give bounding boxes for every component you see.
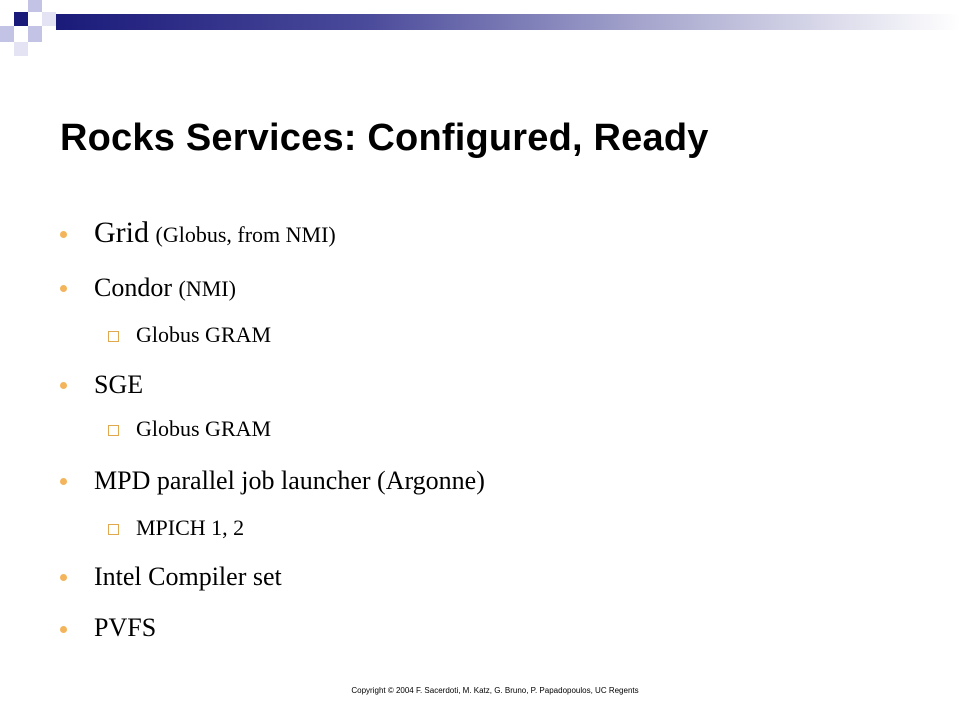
decor-square-lilac-3 bbox=[28, 26, 42, 42]
sub-bullet-globus-gram: Globus GRAM bbox=[136, 322, 272, 347]
sub-bullet-box bbox=[108, 524, 119, 535]
bullet-dot bbox=[60, 231, 67, 238]
bullet-dot bbox=[60, 382, 67, 389]
bullet-main-text: Grid bbox=[94, 216, 149, 249]
bullet-main-text: MPD parallel job launcher (Argonne) bbox=[94, 466, 485, 495]
bullet-item-pvfs bbox=[94, 613, 156, 643]
decor-square-light-2 bbox=[14, 42, 28, 56]
bullet-item-mpd bbox=[94, 466, 485, 496]
decor-square-lilac-2 bbox=[0, 26, 14, 42]
bullet-item-sge bbox=[94, 370, 143, 400]
footer-copyright: Copyright © 2004 F. Sacerdoti, M. Katz, G. Bruno, P. Papadopoulos, UC Regents bbox=[351, 686, 639, 695]
bullet-main-text: Condor bbox=[94, 273, 172, 302]
bullet-dot bbox=[60, 574, 67, 581]
bullet-item-intel-compiler bbox=[94, 562, 282, 592]
sub-bullet-box bbox=[108, 331, 119, 342]
bullet-dot bbox=[60, 478, 67, 485]
bullet-item-condor bbox=[94, 273, 236, 304]
bullet-main-text: PVFS bbox=[94, 613, 157, 642]
bullet-paren-text: (NMI) bbox=[178, 276, 236, 301]
sub-bullet-box bbox=[108, 425, 119, 436]
bullet-main-text: Intel Compiler set bbox=[94, 562, 282, 591]
bullet-dot bbox=[60, 285, 67, 292]
slide-title: Rocks Services: Configured, Ready bbox=[60, 117, 709, 159]
bullet-main-text: SGE bbox=[94, 370, 144, 399]
header-gradient-bar bbox=[56, 14, 960, 30]
bullet-item-grid bbox=[94, 218, 336, 250]
decor-square-lilac-1 bbox=[28, 0, 42, 12]
bullet-paren-text: (Globus, from NMI) bbox=[155, 222, 336, 247]
decor-square-navy-1 bbox=[14, 12, 28, 26]
sub-bullet-mpich: MPICH 1, 2 bbox=[136, 515, 245, 540]
bullet-dot bbox=[60, 626, 67, 633]
sub-bullet-globus-gram: Globus GRAM bbox=[136, 416, 272, 441]
decor-square-light-1 bbox=[42, 12, 56, 26]
